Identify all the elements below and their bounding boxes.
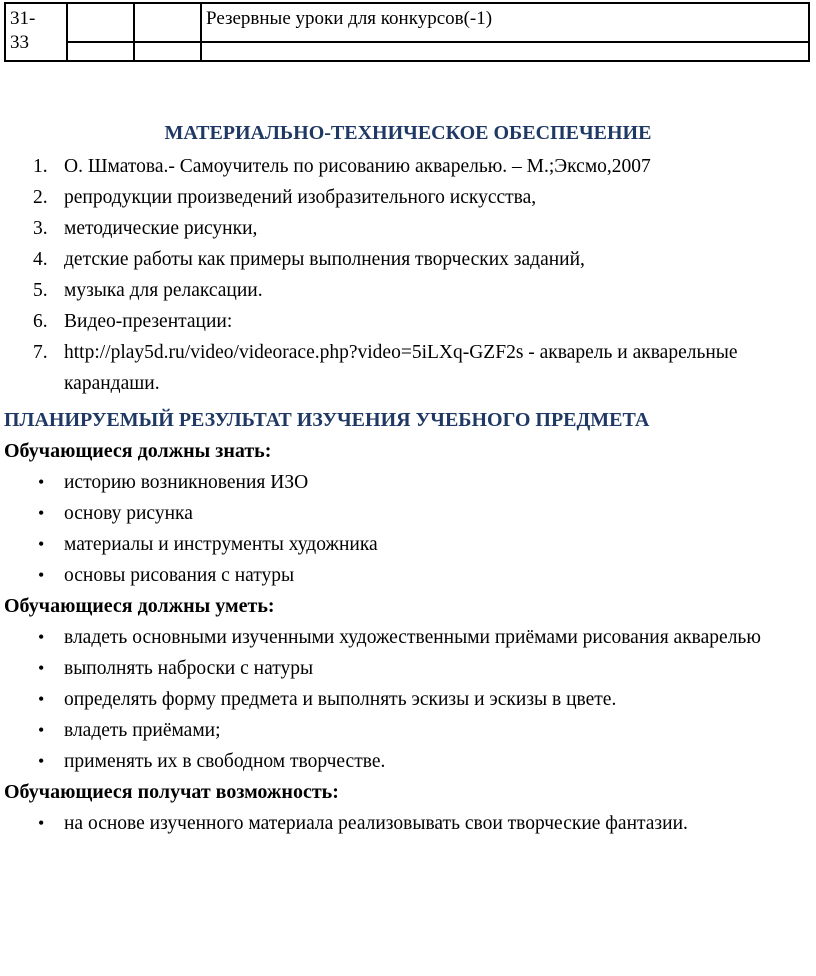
bullet-icon (38, 715, 64, 746)
list-item-number: 1. (33, 156, 48, 177)
bullet-item-text: выполнять наброски с натуры (64, 658, 314, 679)
bullet-icon (38, 684, 64, 715)
bullet-item (0, 560, 816, 591)
bullet-item-text: материалы и инструменты художника (64, 534, 378, 555)
table-cell-empty (134, 42, 201, 61)
table-cell-topic (201, 3, 809, 42)
bullet-item-text: определять форму предмета и выполнять эскизы и эскизы в цвете. (64, 689, 617, 710)
bullet-icon (38, 498, 64, 529)
bullet-item-text: владеть приёмами; (64, 720, 221, 741)
document-page (0, 2, 816, 976)
table-cell-empty (67, 42, 134, 61)
bullet-icon (38, 560, 64, 591)
bullet-item-text: основу рисунка (64, 503, 193, 524)
bullet-icon (38, 529, 64, 560)
table-cell-empty (134, 3, 201, 42)
bullet-item-text: основы рисования с натуры (64, 565, 295, 586)
list-item-number: 5. (33, 280, 48, 301)
section-heading-planned-results: ПЛАНИРУЕМЫЙ РЕЗУЛЬТАТ ИЗУЧЕНИЯ УЧЕБНОГО ПРЕДМЕТА (4, 409, 650, 431)
schedule-table-fragment (4, 2, 810, 62)
table-cell-empty (201, 42, 809, 61)
equipment-list (0, 151, 816, 399)
bullet-item-text: владеть основными изученными художественными приёмами рисования акварелью (64, 627, 761, 648)
bullet-item-text: применять их в свободном творчестве. (64, 751, 386, 772)
section-heading-material-technical: МАТЕРИАЛЬНО-ТЕХНИЧЕСКОЕ ОБЕСПЕЧЕНИЕ (164, 122, 652, 144)
subheading-must-be-able: Обучающиеся должны уметь: (4, 595, 275, 617)
list-item (0, 244, 816, 275)
bullet-icon (38, 653, 64, 684)
list-item (0, 182, 816, 213)
list-item (0, 337, 816, 399)
list-item (0, 213, 816, 244)
topic-text: Резервные уроки для конкурсов(-1) (206, 8, 493, 29)
bullet-item (0, 653, 816, 684)
bullet-item (0, 498, 816, 529)
bullet-item (0, 529, 816, 560)
know-list (0, 467, 816, 591)
bullet-icon (38, 467, 64, 498)
list-item-text: музыка для релаксации. (64, 280, 263, 301)
list-item-text: детские работы как примеры выполнения творческих заданий, (64, 249, 585, 270)
bullet-icon (38, 622, 64, 653)
list-item (0, 306, 816, 337)
table-cell-lesson-numbers (5, 3, 67, 61)
bullet-item (0, 715, 816, 746)
possibility-list (0, 808, 816, 839)
list-item (0, 275, 816, 306)
list-item-url-text: http://play5d.ru/video/videorace.php?video=5iLXq-GZF2s - акварель и акварельные карандаши. (64, 342, 738, 394)
bullet-item-text: историю возникновения ИЗО (64, 472, 309, 493)
subheading-opportunity: Обучающиеся получат возможность: (4, 781, 339, 803)
list-item-text: репродукции произведений изобразительного искусства, (64, 187, 537, 208)
bullet-item (0, 746, 816, 777)
list-item-number: 2. (33, 187, 48, 208)
table-cell-empty (67, 3, 134, 42)
list-item-number: 3. (33, 218, 48, 239)
bullet-item (0, 622, 816, 653)
subheading-must-know: Обучающиеся должны знать: (4, 440, 272, 462)
list-item-number: 6. (33, 311, 48, 332)
bullet-icon (38, 808, 64, 839)
bullet-item (0, 808, 816, 839)
list-item-text: О. Шматова.- Самоучитель по рисованию акварелью. – М.;Эксмо,2007 (64, 156, 651, 177)
list-item-text: Видео-презентации: (64, 311, 233, 332)
list-item-text: методические рисунки, (64, 218, 258, 239)
bullet-item-text: на основе изученного материала реализовывать свои творческие фантазии. (64, 813, 688, 834)
list-item-number: 4. (33, 249, 48, 270)
bullet-item (0, 467, 816, 498)
bullet-icon (38, 746, 64, 777)
list-item-number: 7. (33, 342, 48, 363)
lesson-numbers-text: 31-33 (10, 8, 36, 53)
bullet-item (0, 684, 816, 715)
able-list (0, 622, 816, 777)
list-item (0, 151, 816, 182)
